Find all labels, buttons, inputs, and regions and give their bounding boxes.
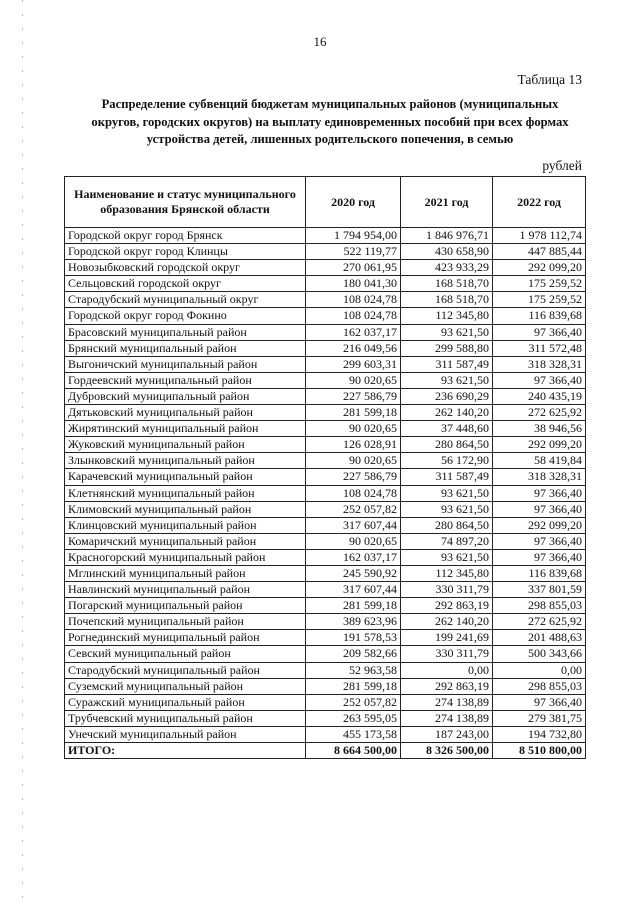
table-row: [65, 469, 586, 485]
value-2021-cell: 93 621,50: [401, 501, 493, 517]
table-row: [65, 533, 586, 549]
municipality-cell: Стародубский муниципальный район: [65, 662, 306, 678]
table-row: [65, 710, 586, 726]
table-row: [65, 388, 586, 404]
value-2021-cell: 292 863,19: [401, 598, 493, 614]
header-municipality: Наименование и статус муниципального образования Брянской области: [65, 177, 306, 228]
value-2021-cell: 330 311,79: [401, 582, 493, 598]
value-2021-cell: 93 621,50: [401, 549, 493, 565]
value-2020-cell: 245 590,92: [306, 565, 401, 581]
value-2020-cell: 191 578,53: [306, 630, 401, 646]
value-2022-cell: 0,00: [493, 662, 586, 678]
table-row: [65, 549, 586, 565]
value-2020-cell: 252 057,82: [306, 501, 401, 517]
value-2021-cell: 0,00: [401, 662, 493, 678]
value-2020-cell: 180 041,30: [306, 276, 401, 292]
table-row: [65, 324, 586, 340]
value-2021-cell: 274 138,89: [401, 694, 493, 710]
value-2022-cell: 97 366,40: [493, 533, 586, 549]
subvention-table: [64, 176, 586, 759]
table-row: [65, 582, 586, 598]
table-row: [65, 228, 586, 244]
municipality-cell: Почепский муниципальный район: [65, 614, 306, 630]
value-2021-cell: 262 140,20: [401, 405, 493, 421]
municipality-cell: Выгоничский муниципальный район: [65, 356, 306, 372]
municipality-cell: Навлинский муниципальный район: [65, 582, 306, 598]
table-row: [65, 614, 586, 630]
municipality-cell: Жирятинский муниципальный район: [65, 421, 306, 437]
value-2022-cell: 240 435,19: [493, 388, 586, 404]
municipality-cell: Городской округ город Брянск: [65, 228, 306, 244]
table-row: [65, 276, 586, 292]
value-2021-cell: 330 311,79: [401, 646, 493, 662]
value-2020-cell: 216 049,56: [306, 340, 401, 356]
value-2021-cell: 423 933,29: [401, 260, 493, 276]
value-2022-cell: 272 625,92: [493, 614, 586, 630]
value-2022-cell: 298 855,03: [493, 678, 586, 694]
value-2020-cell: 162 037,17: [306, 549, 401, 565]
value-2020-cell: 317 607,44: [306, 582, 401, 598]
value-2022-cell: 272 625,92: [493, 405, 586, 421]
table-row: [65, 646, 586, 662]
value-2022-cell: 97 366,40: [493, 372, 586, 388]
value-2022-cell: 116 839,68: [493, 565, 586, 581]
title-line: округов, городских округов) на выплату единовременных пособий при всех формах: [91, 114, 569, 129]
municipality-cell: Гордеевский муниципальный район: [65, 372, 306, 388]
value-2022-cell: 97 366,40: [493, 485, 586, 501]
value-2021-cell: 168 518,70: [401, 292, 493, 308]
municipality-cell: Суземский муниципальный район: [65, 678, 306, 694]
value-2020-cell: 108 024,78: [306, 292, 401, 308]
value-2022-cell: 38 946,56: [493, 421, 586, 437]
value-2021-cell: 93 621,50: [401, 372, 493, 388]
value-2021-cell: 93 621,50: [401, 324, 493, 340]
value-2021-cell: 299 588,80: [401, 340, 493, 356]
table-row: [65, 372, 586, 388]
municipality-cell: Мглинский муниципальный район: [65, 565, 306, 581]
value-2021-cell: 311 587,49: [401, 469, 493, 485]
value-2021-cell: 37 448,60: [401, 421, 493, 437]
value-2022-cell: 447 885,44: [493, 244, 586, 260]
total-label-cell: ИТОГО:: [65, 743, 306, 759]
table-row: [65, 260, 586, 276]
value-2022-cell: 97 366,40: [493, 549, 586, 565]
value-2020-cell: 108 024,78: [306, 485, 401, 501]
scan-margin-dots: [22, 0, 23, 905]
table-row: [65, 340, 586, 356]
municipality-cell: Злынковский муниципальный район: [65, 453, 306, 469]
value-2022-cell: 1 978 112,74: [493, 228, 586, 244]
value-2020-cell: 299 603,31: [306, 356, 401, 372]
value-2022-cell: 311 572,48: [493, 340, 586, 356]
value-2020-cell: 90 020,65: [306, 453, 401, 469]
value-2020-cell: 227 586,79: [306, 469, 401, 485]
municipality-cell: Севский муниципальный район: [65, 646, 306, 662]
value-2020-cell: 90 020,65: [306, 421, 401, 437]
value-2021-cell: 311 587,49: [401, 356, 493, 372]
value-2020-cell: 227 586,79: [306, 388, 401, 404]
municipality-cell: Брянский муниципальный район: [65, 340, 306, 356]
table-row: [65, 565, 586, 581]
value-2020-cell: 1 794 954,00: [306, 228, 401, 244]
value-2021-cell: 187 243,00: [401, 726, 493, 742]
value-2022-cell: 292 099,20: [493, 437, 586, 453]
value-2021-cell: 74 897,20: [401, 533, 493, 549]
municipality-cell: Городской округ город Клинцы: [65, 244, 306, 260]
municipality-cell: Карачевский муниципальный район: [65, 469, 306, 485]
municipality-cell: Комаричский муниципальный район: [65, 533, 306, 549]
value-2021-cell: 274 138,89: [401, 710, 493, 726]
table-row: [65, 694, 586, 710]
table-row: [65, 437, 586, 453]
municipality-cell: Жуковский муниципальный район: [65, 437, 306, 453]
value-2020-cell: 281 599,18: [306, 678, 401, 694]
municipality-cell: Суражский муниципальный район: [65, 694, 306, 710]
value-2020-cell: 455 173,58: [306, 726, 401, 742]
value-2021-cell: 112 345,80: [401, 565, 493, 581]
table-row: [65, 308, 586, 324]
value-2020-cell: 126 028,91: [306, 437, 401, 453]
total-value-cell: 8 326 500,00: [401, 743, 493, 759]
value-2022-cell: 97 366,40: [493, 324, 586, 340]
value-2022-cell: 500 343,66: [493, 646, 586, 662]
municipality-cell: Городской округ город Фокино: [65, 308, 306, 324]
value-2022-cell: 97 366,40: [493, 501, 586, 517]
table-row: [65, 453, 586, 469]
value-2020-cell: 281 599,18: [306, 405, 401, 421]
value-2020-cell: 90 020,65: [306, 372, 401, 388]
value-2020-cell: 281 599,18: [306, 598, 401, 614]
municipality-cell: Новозыбковский городской округ: [65, 260, 306, 276]
table-row: [65, 678, 586, 694]
value-2020-cell: 263 595,05: [306, 710, 401, 726]
value-2020-cell: 317 607,44: [306, 517, 401, 533]
municipality-cell: Унечский муниципальный район: [65, 726, 306, 742]
value-2021-cell: 292 863,19: [401, 678, 493, 694]
value-2022-cell: 292 099,20: [493, 517, 586, 533]
table-row: [65, 517, 586, 533]
value-2022-cell: 58 419,84: [493, 453, 586, 469]
value-2022-cell: 318 328,31: [493, 356, 586, 372]
value-2020-cell: 522 119,77: [306, 244, 401, 260]
table-header-row: [65, 177, 586, 228]
municipality-cell: Погарский муниципальный район: [65, 598, 306, 614]
value-2022-cell: 318 328,31: [493, 469, 586, 485]
table-row: [65, 598, 586, 614]
header-2022: 2022 год: [493, 177, 586, 228]
value-2021-cell: 112 345,80: [401, 308, 493, 324]
value-2021-cell: 199 241,69: [401, 630, 493, 646]
header-2021: 2021 год: [401, 177, 493, 228]
municipality-cell: Красногорский муниципальный район: [65, 549, 306, 565]
value-2022-cell: 292 099,20: [493, 260, 586, 276]
value-2022-cell: 97 366,40: [493, 694, 586, 710]
table-row: [65, 244, 586, 260]
value-2021-cell: 236 690,29: [401, 388, 493, 404]
municipality-cell: Дубровский муниципальный район: [65, 388, 306, 404]
title-line: Распределение субвенций бюджетам муниципальных районов (муниципальных: [101, 97, 559, 111]
municipality-cell: Сельцовский городской округ: [65, 276, 306, 292]
municipality-cell: Стародубский муниципальный округ: [65, 292, 306, 308]
table-row: [65, 485, 586, 501]
table-total-row: [65, 743, 586, 759]
value-2020-cell: 209 582,66: [306, 646, 401, 662]
page-number: 16: [313, 34, 327, 49]
total-value-cell: 8 664 500,00: [306, 743, 401, 759]
value-2021-cell: 93 621,50: [401, 485, 493, 501]
table-row: [65, 356, 586, 372]
value-2022-cell: 194 732,80: [493, 726, 586, 742]
value-2020-cell: 270 061,95: [306, 260, 401, 276]
value-2022-cell: 279 381,75: [493, 710, 586, 726]
value-2020-cell: 252 057,82: [306, 694, 401, 710]
table-row: [65, 421, 586, 437]
municipality-cell: Брасовский муниципальный район: [65, 324, 306, 340]
table-row: [65, 405, 586, 421]
municipality-cell: Рогнединский муниципальный район: [65, 630, 306, 646]
table-label: Таблица 13: [517, 72, 582, 87]
municipality-cell: Дятьковский муниципальный район: [65, 405, 306, 421]
value-2020-cell: 108 024,78: [306, 308, 401, 324]
units-label: рублей: [542, 158, 582, 173]
table-row: [65, 726, 586, 742]
value-2021-cell: 280 864,50: [401, 437, 493, 453]
value-2022-cell: 201 488,63: [493, 630, 586, 646]
value-2021-cell: 262 140,20: [401, 614, 493, 630]
value-2022-cell: 298 855,03: [493, 598, 586, 614]
value-2020-cell: 52 963,58: [306, 662, 401, 678]
total-value-cell: 8 510 800,00: [493, 743, 586, 759]
table-row: [65, 630, 586, 646]
value-2021-cell: 280 864,50: [401, 517, 493, 533]
header-2020: 2020 год: [306, 177, 401, 228]
value-2021-cell: 56 172,90: [401, 453, 493, 469]
table-row: [65, 292, 586, 308]
value-2022-cell: 337 801,59: [493, 582, 586, 598]
value-2021-cell: 1 846 976,71: [401, 228, 493, 244]
title-line: устройства детей, лишенных родительского попечения, в семью: [146, 132, 514, 146]
document-title: [70, 96, 590, 149]
municipality-cell: Клинцовский муниципальный район: [65, 517, 306, 533]
value-2022-cell: 175 259,52: [493, 292, 586, 308]
table-row: [65, 501, 586, 517]
municipality-cell: Клетнянский муниципальный район: [65, 485, 306, 501]
value-2020-cell: 162 037,17: [306, 324, 401, 340]
value-2020-cell: 90 020,65: [306, 533, 401, 549]
municipality-cell: Трубчевский муниципальный район: [65, 710, 306, 726]
table-row: [65, 662, 586, 678]
municipality-cell: Климовский муниципальный район: [65, 501, 306, 517]
value-2021-cell: 430 658,90: [401, 244, 493, 260]
value-2022-cell: 116 839,68: [493, 308, 586, 324]
value-2022-cell: 175 259,52: [493, 276, 586, 292]
value-2020-cell: 389 623,96: [306, 614, 401, 630]
value-2021-cell: 168 518,70: [401, 276, 493, 292]
